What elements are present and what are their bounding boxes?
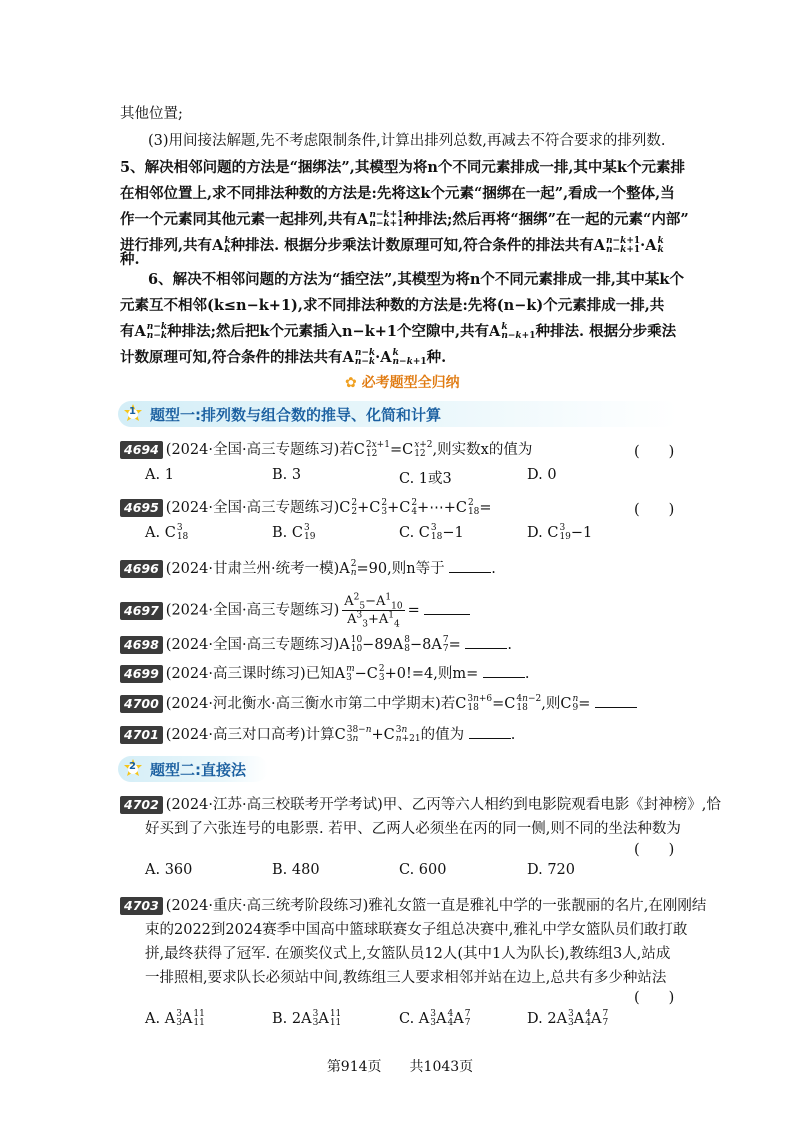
section-header: ✿ 必考题型全归纳: [345, 375, 460, 391]
star-icon: ✿: [345, 375, 357, 391]
question-number: 4696: [120, 560, 163, 578]
section-bar-2: [118, 756, 268, 782]
answer-paren: ( ): [634, 444, 675, 460]
question-4699: 4699 (2024·高三课时练习)已知A m 3 −C 2 3 +0!=4,则m= .: [120, 663, 529, 684]
option-d: D. 0: [527, 467, 557, 483]
option-c: C. 1或3: [399, 471, 452, 487]
question-4700: 4700 (2024·河北衡水·高三衡水市第二中学期末)若C 3n+6 18 =C 4n−2 18 ,则C n 9 =: [120, 693, 637, 714]
section-number: 2: [129, 761, 136, 772]
point-5-line-5: 种.: [120, 251, 140, 268]
intro-line-1: 其他位置;: [120, 106, 183, 122]
intro-line-2: (3)用间接法解题,先不考虑限制条件,计算出排列总数,再减去不符合要求的排列数.: [148, 133, 666, 149]
question-4703-line-2: 束的2022到2024赛季中国高中篮球联赛女子组总决赛中,雅礼中学女篮队员们敢打敢: [145, 922, 688, 938]
section-title: 题型二:直接法: [150, 761, 246, 779]
answer-blank[interactable]: [469, 724, 511, 739]
section-number: 1: [129, 406, 136, 417]
point-6-line-1: 6、解决不相邻问题的方法为“插空法”,其模型为将n个不同元素排成一排,其中某k个: [148, 271, 684, 288]
question-number: 4699: [120, 665, 163, 683]
answer-blank[interactable]: [465, 634, 507, 649]
question-number: 4695: [120, 499, 163, 517]
option-b: B. C 3 19: [272, 523, 316, 542]
option-d: D. C 3 19 −1: [527, 523, 593, 542]
point-6-line-2: 元素互不相邻(k≤n−k+1),求不同排法种数的方法是:先将(n−k)个元素排成一排,共: [120, 297, 665, 314]
point-5-line-2: 在相邻位置上,求不同排法种数的方法是:先将这k个元素“捆绑在一起”,看成一个整体,当: [120, 185, 675, 202]
option-b: B. 2A 3 3 A 11 11: [272, 1009, 342, 1028]
option-b: B. 480: [272, 862, 320, 878]
question-4702-line-2: 好买到了六张连号的电影票. 若甲、乙两人必须坐在丙的同一侧,则不同的坐法种数为: [145, 821, 681, 837]
question-number: 4700: [120, 695, 163, 713]
question-4696: 4696 (2024·甘肃兰州·统考一模)A 2 n =90,则n等于 .: [120, 558, 496, 579]
question-4695: 4695 (2024·全国·高三专题练习)C 2 2 +C 2 3 +C 2 4 +⋯+C 2 18 =: [120, 498, 492, 518]
answer-blank[interactable]: [595, 693, 637, 708]
question-4694: 4694 (2024·全国·高三专题练习)若C 2x+1 12 =C x+2 12 ,则实数x的值为: [120, 440, 532, 460]
point-5-line-1: 5、解决相邻问题的方法是“捆绑法”,其模型为将n个不同元素排成一排,其中某k个元素排: [120, 159, 685, 176]
question-4703: 4703 (2024·重庆·高三统考阶段练习)雅礼女篮一直是雅礼中学的一张靓丽的名片,在刚刚结: [120, 896, 706, 916]
question-number: 4701: [120, 726, 163, 744]
point-5-line-3: 作一个元素同其他元素一起排列,共有A n−k+1 n−k+1 种排法;然后再将“捆绑”在一起的元素“内部”: [120, 210, 689, 229]
option-c: C. A 3 3 A 4 4 A 7 7: [399, 1009, 471, 1028]
section-title: 题型一:排列数与组合数的推导、化简和计算: [150, 406, 442, 424]
option-c: C. C 3 18 −1: [399, 523, 464, 542]
question-4698: 4698 (2024·全国·高三专题练习)A 10 10 −89A 8 8 −8A 7 7 = .: [120, 634, 512, 655]
option-d: D. 2A 3 3 A 4 4 A 7 7: [527, 1009, 609, 1028]
answer-blank[interactable]: [483, 663, 525, 678]
option-a: A. A 3 3 A 11 11: [145, 1009, 205, 1028]
question-number: 4703: [120, 897, 163, 915]
answer-blank[interactable]: [449, 558, 491, 573]
answer-paren: ( ): [634, 990, 675, 1006]
page-footer: 第914页 共1043页: [326, 1059, 474, 1075]
option-a: A. C 3 18: [145, 523, 189, 542]
question-number: 4698: [120, 636, 163, 654]
question-number: 4694: [120, 441, 163, 459]
question-4703-line-4: 一排照相,要求队长必须站中间,教练组三人要求相邻并站在边上,总共有多少种站法: [145, 970, 667, 986]
question-4697: 4697 (2024·全国·高三专题练习) $\frac{A^2_5-A^1_{10}}{A^3_3+A^1_4}$ =: [120, 594, 470, 627]
question-4701: 4701 (2024·高三对口高考)计算C 38−n 3n +C 3n n+21 的值为 .: [120, 724, 515, 745]
option-a: A. 1: [145, 467, 174, 483]
point-6-line-3: 有A n−k n−k 种排法;然后把k个元素插入n−k+1个空隙中,共有A k n−k+1 种排法. 根据分步乘法: [120, 322, 677, 341]
answer-blank[interactable]: [424, 600, 470, 615]
answer-paren: ( ): [634, 842, 675, 858]
option-b: B. 3: [272, 467, 302, 483]
point-6-line-4: 计数原理可知,符合条件的排法共有A n−k n−k ·A k n−k+1 种.: [120, 348, 447, 367]
section-bar-1: [118, 401, 678, 427]
option-a: A. 360: [145, 862, 193, 878]
question-number: 4702: [120, 796, 163, 814]
option-c: C. 600: [399, 862, 447, 878]
answer-paren: ( ): [634, 502, 675, 518]
question-number: 4697: [120, 602, 163, 620]
point-5-line-4: 进行排列,共有A k k 种排法. 根据分步乘法计数原理可知,符合条件的排法共有A n−k+1 n−k+1 ·A k k: [120, 236, 664, 255]
option-d: D. 720: [527, 862, 576, 878]
question-4703-line-3: 拼,最终获得了冠军. 在颁奖仪式上,女篮队员12人(其中1人为队长),教练组3人,站成: [145, 946, 671, 962]
question-4702: 4702 (2024·江苏·高三校联考开学考试)甲、乙丙等六人相约到电影院观看电影《封神榜》,恰: [120, 795, 721, 815]
